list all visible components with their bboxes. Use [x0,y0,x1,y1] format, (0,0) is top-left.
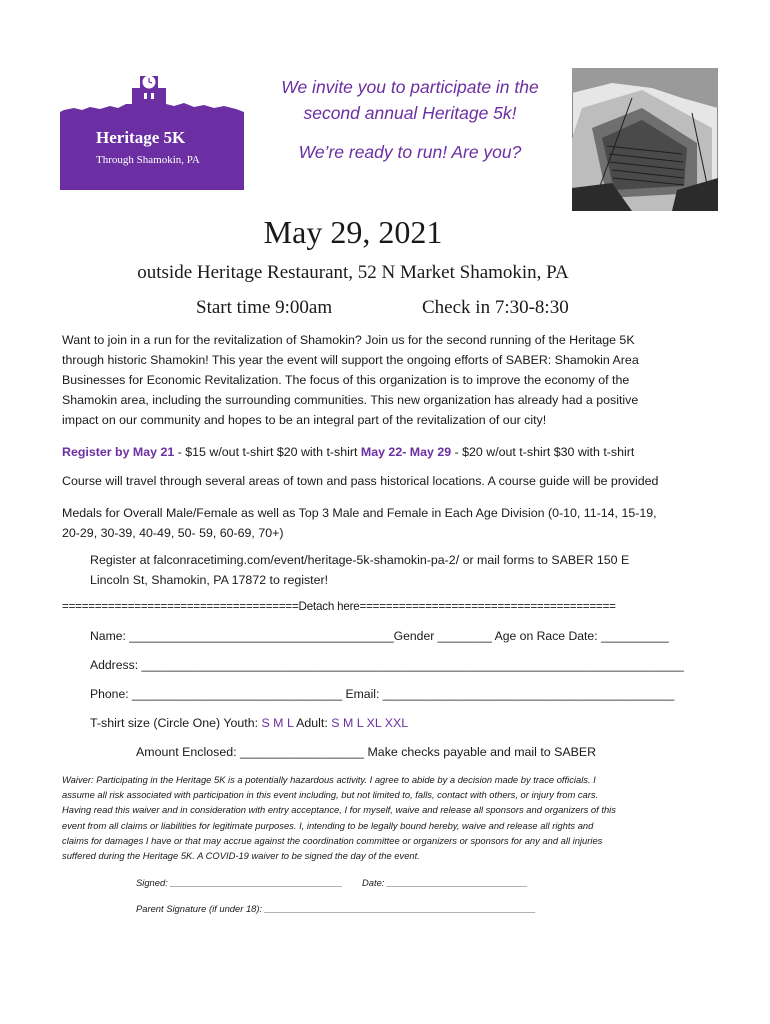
early-registration-label: Register by May 21 [62,445,175,459]
invite-line-2: second annual Heritage 5k! [303,103,517,123]
medals-paragraph [62,503,712,543]
start-time: Start time 9:00am [196,297,333,318]
register-paragraph [90,550,710,590]
medals-line: 20-29, 30-39, 40-49, 50- 59, 60-69, 70+) [62,526,284,540]
register-line: Register at falconracetiming.com/event/heritage-5k-shamokin-pa-2/ or mail forms to SABER 150 E [90,553,630,567]
signed-field[interactable]: Signed: _________________________________ [136,877,343,888]
waiver-line: suffered during the Heritage 5K. A COVID-19 waiver to be signed the day of the event. [62,850,420,862]
logo-subtitle: Through Shamokin, PA [96,154,200,166]
waiver-text [62,772,687,863]
heritage-5k-logo [60,70,244,190]
register-line: Lincoln St, Shamokin, PA 17872 to register! [90,573,329,587]
intro-line: Businesses for Economic Revitalization. The focus of this organization is to improve the economy of the [62,373,630,387]
waiver-line: Having read this waiver and in consideration with entry acceptance, I for myself, waive and release all sponsors and organizers of this [62,804,616,816]
tshirt-adult-sizes[interactable]: S M L XL XXL [331,716,409,730]
late-registration-label: May 22- May 29 [360,445,452,459]
detach-line: ====================================Detach here======================================= [62,600,616,613]
historic-steps-sketch [572,68,718,211]
event-location: outside Heritage Restaurant, 52 N Market Shamokin, PA [137,262,569,283]
event-date: May 29, 2021 [263,214,443,250]
waiver-line: claims for damages I have or that may accrue against the coordination committee or organizers or sponsors for any and all injuries [62,834,603,846]
intro-paragraph [62,330,712,430]
course-description: Course will travel through several areas of town and pass historical locations. A course guide will be provided [62,474,659,488]
early-registration-price: - $15 w/out t-shirt $20 with t-shirt [174,445,361,459]
check-in-time: Check in 7:30-8:30 [422,297,569,318]
late-registration-price: - $20 w/out t-shirt $30 with t-shirt [451,445,635,459]
waiver-line: assume all risk associated with participation in this event including, but not limited to, falls, contact with others, or injury from cars. [62,789,599,801]
tshirt-youth-label: T-shirt size (Circle One) Youth: [90,716,262,730]
name-gender-age-fields[interactable]: Name: _______________________________________Gender ________ Age on Race Date: __________ [90,629,669,643]
phone-email-fields[interactable]: Phone: _______________________________ Email: ___________________________________________ [90,687,675,701]
waiver-line: Waiver: Participating in the Heritage 5K is a potentially hazardous activity. I agree to abide by a decision made by trace officials. I [62,774,596,785]
tshirt-youth-sizes[interactable]: S M L [261,716,294,730]
intro-line: Want to join in a run for the revitalization of Shamokin? Join us for the second running of the Heritage 5K [62,333,635,347]
logo-title: Heritage 5K [96,128,186,147]
intro-line: impact on our community and hopes to be an integral part of the revitalization of our city! [62,413,547,427]
address-field[interactable]: Address: ________________________________________________________________________________ [90,658,684,672]
amount-enclosed-field[interactable]: Amount Enclosed: __________________ Make checks payable and mail to SABER [136,745,597,759]
tshirt-adult-label: Adult: [293,716,332,730]
intro-line: through historic Shamokin! This year the event will support the ongoing efforts of SABER: Shamokin Area [62,353,639,367]
invite-line-1: We invite you to participate in the [281,77,539,97]
invite-line-3: We’re ready to run! Are you? [298,142,522,162]
waiver-line: event from all claims or liabilities for legitimate purposes. I, intending to be legally bound hereby, waive and release all rights and [62,819,594,831]
medals-line: Medals for Overall Male/Female as well as Top 3 Male and Female in Each Age Division (0-10, 11-14, 15-19, [62,506,657,520]
date-field[interactable]: Date: ___________________________ [362,877,528,888]
tshirt-size-line [90,716,408,730]
pricing-line [62,445,634,459]
parent-signature-field[interactable]: Parent Signature (if under 18): ____________________________________________________ [136,903,536,914]
intro-line: Shamokin area, including the surrounding communities. This new organization has already had a positive [62,393,639,407]
